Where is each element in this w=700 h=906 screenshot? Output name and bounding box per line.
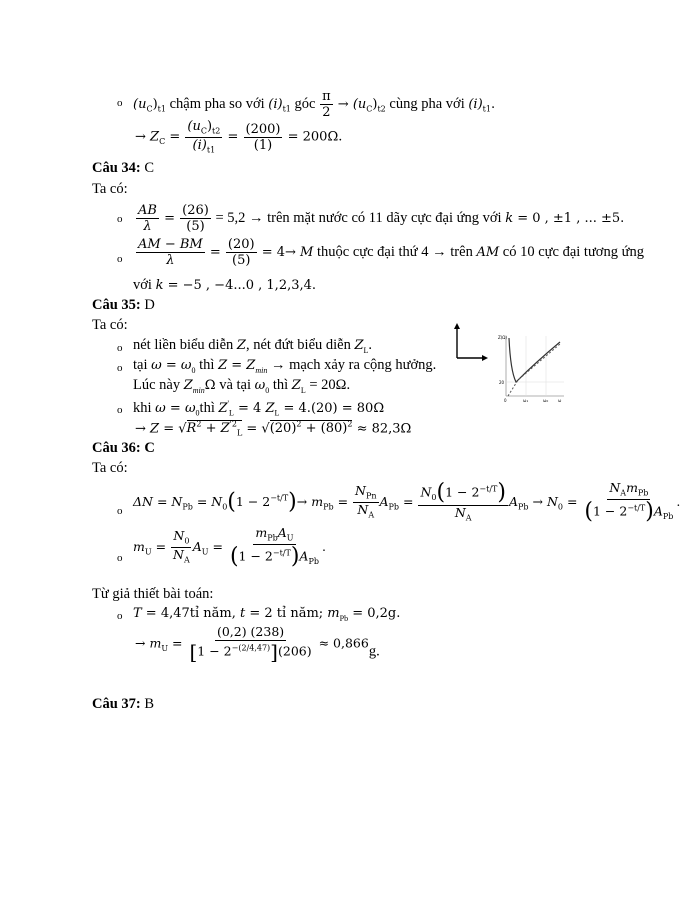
zmin: Z xyxy=(246,358,256,373)
i-symbol: (i) xyxy=(268,97,283,112)
uc-symbol: (u xyxy=(352,97,367,112)
label: Câu 35: xyxy=(92,297,141,313)
zc-fraction xyxy=(185,120,222,154)
period: . xyxy=(321,538,326,554)
plus: + xyxy=(201,421,221,437)
q35-b1 xyxy=(133,338,372,355)
num: (0,2) (238) xyxy=(216,624,285,639)
pi-over-2 xyxy=(320,90,333,119)
text: với xyxy=(133,277,156,293)
t-half: T xyxy=(133,606,142,621)
sub: L xyxy=(236,428,243,438)
am: AM xyxy=(476,245,500,260)
paren: ( xyxy=(227,489,236,515)
delta-n: ΔN xyxy=(133,493,153,509)
q36-heading: Câu 36: C xyxy=(92,440,155,456)
arrow: → xyxy=(135,421,151,437)
den: (i) xyxy=(192,137,207,153)
sub: A xyxy=(465,513,472,523)
sub: L xyxy=(228,408,234,418)
text: thì xyxy=(269,377,292,393)
n0-decay-na xyxy=(418,482,508,523)
z-symbol: Z xyxy=(150,129,160,145)
result: ≈ 82,3Ω xyxy=(352,421,412,437)
t: t xyxy=(240,606,246,621)
paren: ) xyxy=(645,498,654,524)
sup: ' xyxy=(227,399,229,408)
q37-heading xyxy=(92,697,154,712)
result: = 200Ω. xyxy=(283,129,343,145)
decay: 1 − 2 xyxy=(235,493,271,509)
bullet-icon: o xyxy=(117,505,123,517)
eq: = xyxy=(168,635,187,651)
paren: ( xyxy=(229,543,239,569)
eq: = xyxy=(152,493,172,509)
num: (20) xyxy=(227,237,255,252)
eq: = xyxy=(205,245,225,260)
den: 2 xyxy=(322,105,331,120)
i-symbol: (i) xyxy=(468,97,483,112)
den: λ xyxy=(166,253,175,268)
zl: Z xyxy=(265,400,275,416)
eq: = xyxy=(208,538,227,554)
bullet-icon: o xyxy=(117,610,123,622)
zl-prime: Z xyxy=(218,400,228,416)
eq: = xyxy=(159,421,179,437)
sub: t1 xyxy=(206,145,216,155)
period: . xyxy=(368,337,373,353)
eq-sqrt: = √ xyxy=(242,421,270,437)
eq: = xyxy=(165,400,185,416)
text: = 4 xyxy=(233,400,266,416)
den: (5) xyxy=(186,219,205,234)
bullet-icon: o xyxy=(117,404,123,416)
sub: 0 xyxy=(195,408,200,418)
den: (5) xyxy=(232,253,251,268)
eq: = xyxy=(159,211,180,226)
sub: 0 xyxy=(431,493,437,502)
x-axis-label: ω xyxy=(558,398,562,403)
num-a: A xyxy=(277,525,287,540)
paren: ) xyxy=(288,489,297,515)
sub: Pb xyxy=(518,502,529,512)
m: m xyxy=(327,606,340,621)
paren: ( xyxy=(436,480,446,505)
text: , nét đứt biểu diễn xyxy=(245,337,355,353)
text: cùng pha với xyxy=(385,96,469,112)
sup: 2 xyxy=(296,420,302,429)
sub: Pb xyxy=(267,533,278,543)
q35-b3-line2 xyxy=(135,421,411,438)
sub: 0 xyxy=(557,502,563,512)
sub: 0 xyxy=(265,385,270,395)
omega0: ω xyxy=(184,400,196,416)
label: Câu 37: xyxy=(92,696,141,712)
sub: Pb xyxy=(388,502,400,512)
paren: ) xyxy=(290,543,300,569)
arrow: → xyxy=(296,493,312,509)
text: = 0,2g. xyxy=(348,606,401,621)
sub: min xyxy=(255,365,268,375)
sub: L xyxy=(274,408,280,418)
decay: 1 − 2 xyxy=(592,503,628,518)
zl: Z xyxy=(291,378,301,393)
am-bm-lambda xyxy=(136,238,205,267)
sub: t1 xyxy=(482,104,491,114)
arrow: → xyxy=(135,129,151,145)
den: N xyxy=(454,505,466,520)
sub: U xyxy=(144,547,152,557)
sub: 0 xyxy=(222,502,228,512)
sub: Pb xyxy=(637,488,649,498)
num: AB xyxy=(138,203,157,218)
exponent: −(2/4,47) xyxy=(231,642,271,652)
eq: = xyxy=(399,493,418,509)
decay: 1 − 2 xyxy=(238,548,273,563)
text: nét liền biểu diễn xyxy=(133,337,237,353)
z: Z xyxy=(150,421,160,437)
bullet-icon: o xyxy=(117,213,123,225)
sub: A xyxy=(183,555,190,565)
sub: A xyxy=(368,510,375,520)
arrow: → xyxy=(135,635,150,651)
num-m: m xyxy=(255,525,268,540)
n: N xyxy=(171,493,183,509)
paren: ) xyxy=(372,97,378,112)
zl: Z xyxy=(354,338,364,353)
q35-b2 xyxy=(133,358,436,375)
a: A xyxy=(379,493,389,509)
exponent: −t/T xyxy=(272,547,291,557)
eq: = xyxy=(562,493,582,509)
sub: U xyxy=(286,533,294,543)
zl-line xyxy=(508,344,560,396)
z: Z xyxy=(236,338,246,353)
eq: = xyxy=(333,493,353,509)
num: (200) xyxy=(245,121,281,137)
period: . xyxy=(676,493,681,509)
q34-b1 xyxy=(135,204,624,233)
sub: Pb xyxy=(323,502,334,512)
text: thì xyxy=(195,357,219,373)
q36-taco: Ta có: xyxy=(92,460,128,476)
n0-result xyxy=(582,482,675,523)
den: λ xyxy=(143,219,152,234)
answer: C xyxy=(140,160,155,176)
sub: L xyxy=(363,345,369,355)
x-tick-0: ω0 xyxy=(543,398,549,403)
eq: = xyxy=(165,129,185,145)
paren: ) xyxy=(206,119,213,134)
sub: t1 xyxy=(157,104,166,114)
zl-prime: Z xyxy=(220,421,230,437)
sub: C xyxy=(366,104,373,114)
sub: t1 xyxy=(282,104,291,114)
eq: = xyxy=(161,358,181,373)
m: m xyxy=(311,493,324,509)
q34-b2 xyxy=(135,238,644,267)
m: m xyxy=(133,538,145,554)
bullet-icon: o xyxy=(117,253,123,265)
den: (1) xyxy=(253,137,273,153)
k-range: = 0 , ±1 , ... ±5. xyxy=(513,211,625,226)
unit: g. xyxy=(368,643,380,660)
mu-result xyxy=(228,527,321,568)
x-origin: 0 xyxy=(504,398,507,403)
a: A xyxy=(653,503,663,518)
exponent: −t/T xyxy=(479,484,498,494)
omega: ω xyxy=(151,358,162,373)
k-range: = −5 , −4...0 , 1,2,3,4. xyxy=(163,278,317,293)
num: π xyxy=(322,89,331,104)
sub: Pb xyxy=(308,556,319,566)
text: = 5,2 → trên mặt nước có 11 dãy cực đại ứng với xyxy=(211,210,506,226)
sub: t2 xyxy=(377,104,386,114)
answer: D xyxy=(140,297,155,313)
ab-lambda xyxy=(136,204,159,233)
text: = 20Ω. xyxy=(305,377,351,393)
text: = 80Ω xyxy=(337,400,385,416)
text: → mạch xảy ra cộng hưởng. xyxy=(267,357,437,373)
exponent: −t/T xyxy=(627,502,646,512)
text: khi xyxy=(133,399,156,416)
ohm: Ω xyxy=(204,378,216,393)
q36-b2 xyxy=(133,527,326,568)
omega0: ω xyxy=(254,378,266,393)
a: A xyxy=(508,493,518,509)
q35-b2-line2 xyxy=(133,378,350,395)
answer: B xyxy=(140,696,155,712)
y-axis-label: Z(Ω) xyxy=(498,335,507,340)
text: = 4→ xyxy=(257,245,301,260)
sub: min xyxy=(192,385,205,395)
text: góc xyxy=(290,96,320,112)
q34-b2-line2 xyxy=(133,278,316,293)
plus: + xyxy=(301,421,321,437)
eq: = xyxy=(227,358,247,373)
npn-na xyxy=(353,485,378,519)
q36-b3 xyxy=(133,606,400,623)
sub: t2 xyxy=(212,126,221,136)
r: R xyxy=(186,421,197,437)
text: = 4,47tỉ năm, xyxy=(141,606,241,621)
sub: U xyxy=(201,547,209,557)
sub: Pb xyxy=(662,511,674,521)
axis-arrows-icon xyxy=(450,322,490,362)
decay: 1 − 2 xyxy=(445,484,480,500)
sub: C xyxy=(200,126,207,136)
period: . xyxy=(490,97,496,112)
eq: = xyxy=(223,129,243,145)
bullet-icon: o xyxy=(117,342,123,354)
value-fraction xyxy=(244,123,283,152)
omega0: ω xyxy=(180,358,192,373)
label: Câu 34: xyxy=(92,160,141,176)
eq: = xyxy=(151,538,171,554)
sup: '2 xyxy=(229,420,237,429)
value: (80) xyxy=(320,421,348,437)
bullet-icon: o xyxy=(117,97,123,109)
sup: 2 xyxy=(347,420,353,429)
zmin: Z xyxy=(183,378,193,393)
a: A xyxy=(192,538,202,554)
q33-line1 xyxy=(133,90,495,119)
sub: L xyxy=(300,385,306,395)
den: (206) xyxy=(277,643,312,658)
num: N xyxy=(173,528,185,544)
bullet-icon: o xyxy=(117,552,123,564)
sub: C xyxy=(146,104,153,114)
den: N xyxy=(173,546,184,562)
text: tại xyxy=(133,357,152,373)
sub: Pn xyxy=(365,491,377,501)
text: và tại xyxy=(215,377,255,393)
sqrt: √ xyxy=(178,421,187,437)
eq: = xyxy=(192,493,212,509)
q36-gt: Từ giả thiết bài toán: xyxy=(92,586,214,602)
uc-symbol: (u xyxy=(133,97,147,112)
k: k xyxy=(505,211,514,226)
num: (26) xyxy=(182,203,209,218)
den: 1 − 2 xyxy=(197,643,232,658)
exponent: −t/T xyxy=(270,493,289,503)
q36-b1 xyxy=(133,482,680,523)
sub: A xyxy=(620,488,627,498)
sub: 0 xyxy=(191,365,196,375)
num: AM − BM xyxy=(138,237,203,252)
q34-heading xyxy=(92,161,154,176)
sub: U xyxy=(161,643,169,653)
text: = 2 tỉ năm; xyxy=(245,606,328,621)
value-fraction xyxy=(180,204,211,233)
sub: Pb xyxy=(339,613,349,623)
n0-na xyxy=(171,530,192,564)
sup: 2 xyxy=(196,420,202,429)
x-tick-1: ω1 xyxy=(523,398,529,403)
sub: Pb xyxy=(182,502,193,512)
result: ≈ 0,866 xyxy=(314,635,369,651)
q35-heading xyxy=(92,298,155,313)
value-fraction xyxy=(226,238,257,267)
arrow: → xyxy=(528,493,547,509)
arrow: → xyxy=(333,97,353,112)
paren: ) xyxy=(497,480,506,505)
q35-b3 xyxy=(133,400,384,418)
sub: 0 xyxy=(184,536,190,546)
num-m: m xyxy=(626,480,638,495)
num: N xyxy=(355,483,366,499)
text: = 4. xyxy=(279,400,311,416)
m: M xyxy=(300,245,314,260)
paren: ( xyxy=(584,498,593,524)
a: A xyxy=(299,548,309,563)
n0: N xyxy=(211,493,223,509)
y-tick: 20 xyxy=(499,380,505,385)
k: k xyxy=(155,278,164,293)
text: chậm pha so với xyxy=(165,96,269,112)
paren: ) xyxy=(152,97,158,112)
mu-numeric: $\frac{(0,2) (238)}{[1 - 2^{-(2/4,47)}](206)}$ xyxy=(189,624,312,664)
text: có 10 cực đại tương ứng xyxy=(499,244,644,260)
m: m xyxy=(149,635,162,651)
num: N xyxy=(609,480,621,495)
den: N xyxy=(357,501,369,517)
value: (20) xyxy=(310,400,338,416)
value: (20) xyxy=(269,421,297,437)
z-omega-graph xyxy=(496,330,568,406)
q35-taco: Ta có: xyxy=(92,317,128,333)
text: thuộc cực đại thứ 4 → trên xyxy=(313,244,477,260)
omega: ω xyxy=(155,400,166,416)
num: (u xyxy=(187,119,201,134)
sub: C xyxy=(159,137,166,147)
q34-taco: Ta có: xyxy=(92,181,128,197)
z-curve xyxy=(509,338,560,382)
z: Z xyxy=(218,358,228,373)
q36-l4 xyxy=(135,626,380,662)
num: N xyxy=(420,484,432,500)
bullet-icon: o xyxy=(117,362,123,374)
text: Lúc này xyxy=(133,377,184,393)
text: thì xyxy=(199,399,219,416)
n0: N xyxy=(546,493,558,509)
q33-line2 xyxy=(135,120,342,154)
